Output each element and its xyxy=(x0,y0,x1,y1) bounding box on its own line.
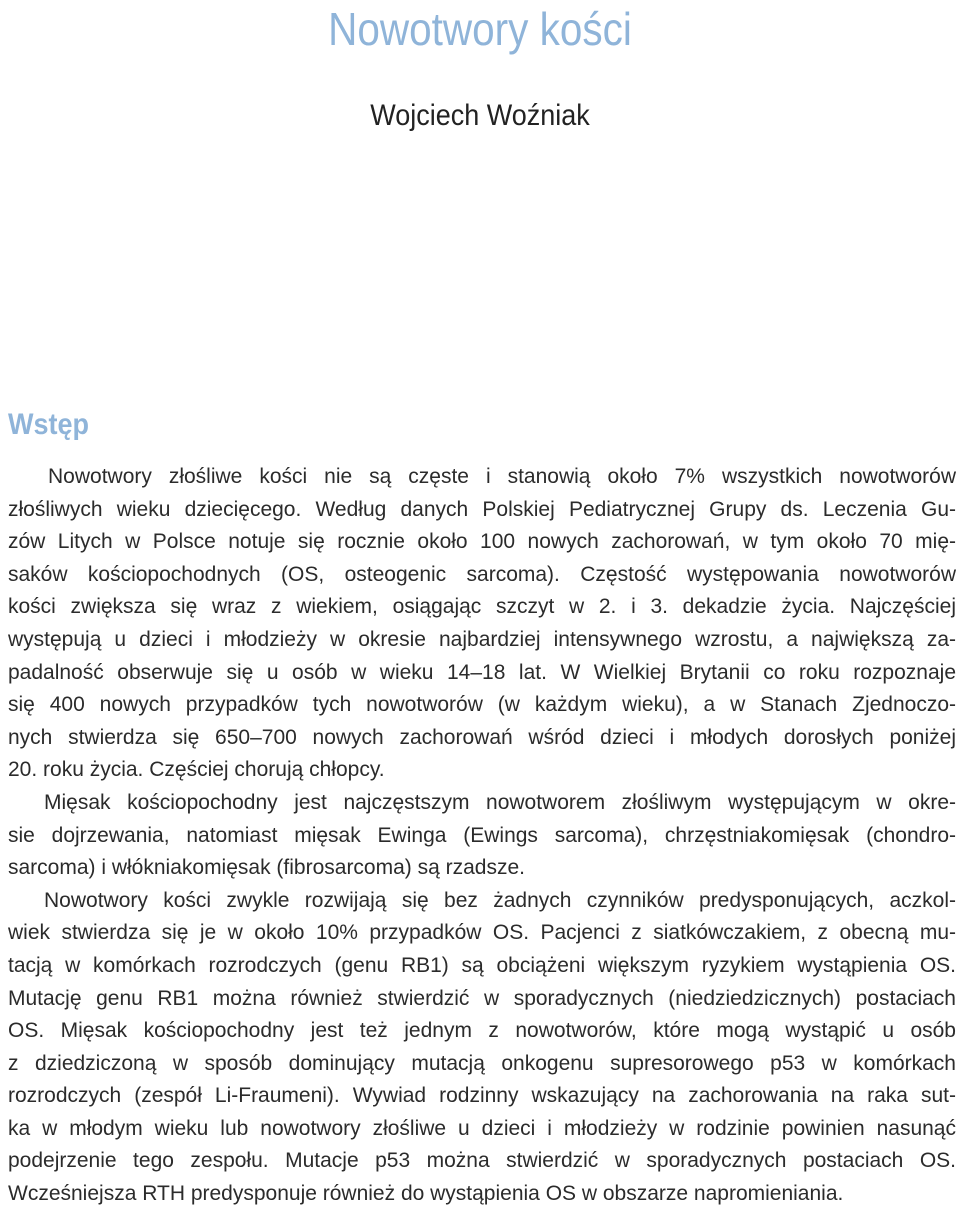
text-line: występują u dzieci i młodzieży w okresie najbardziej intensywnego wzrostu, a największą za- xyxy=(8,627,956,651)
text-line: Wcześniejsza RTH predysponuje również do wystąpienia OS w obszarze napromieniania. xyxy=(8,1182,844,1206)
text-line: tacją w komórkach rozrodczych (genu RB1) są obciążeni większym ryzykiem wystąpienia OS. xyxy=(8,953,956,977)
paragraph-3 xyxy=(8,885,956,1211)
text-line: Nowotwory złośliwe kości nie są częste i stanowią około 7% wszystkich nowotworów xyxy=(48,465,956,488)
document-title: Nowotwory kości xyxy=(328,3,632,55)
text-line: z dziedziczoną w sposób dominujący mutacją onkogenu supresorowego p53 w komórkach xyxy=(8,1051,956,1075)
text-line: Nowotwory kości zwykle rozwijają się bez żadnych czynników predysponujących, aczkol- xyxy=(44,888,956,912)
text-line: padalność obserwuje się u osób w wieku 14–18 lat. W Wielkiej Brytanii co roku rozpoznaje xyxy=(8,660,956,684)
text-line: OS. Mięsak kościopochodny jest też jednym z nowotworów, które mogą wystąpić u osób xyxy=(8,1019,956,1043)
text-line: nych stwierdza się 650–700 nowych zachorowań wśród dzieci i młodych dorosłych poniżej xyxy=(8,725,956,749)
author-name: Wojciech Woźniak xyxy=(370,99,590,132)
text-line: podejrzenie tego zespołu. Mutacje p53 można stwierdzić w sporadycznych postaciach OS. xyxy=(8,1149,956,1173)
body-text xyxy=(8,461,956,1211)
text-line: sarcoma) i włókniakomięsak (fibrosarcoma) są rzadsze. xyxy=(8,856,525,880)
text-line: kości zwiększa się wraz z wiekiem, osiągając szczyt w 2. i 3. dekadzie życia. Najczęściej xyxy=(8,595,956,619)
text-line: ka w młodym wieku lub nowotwory złośliwe u dzieci i młodzieży w rodzinie powinien nasunąć xyxy=(8,1116,956,1140)
text-line: Mięsak kościopochodny jest najczęstszym nowotworem złośliwym występującym w okre- xyxy=(44,790,956,814)
section-heading: Wstęp xyxy=(8,408,89,441)
text-line: zów Litych w Polsce notuje się rocznie około 100 nowych zachorowań, w tym około 70 mię- xyxy=(8,530,956,554)
text-line: się 400 nowych przypadków tych nowotworów (w każdym wieku), a w Stanach Zjednoczo- xyxy=(8,693,956,717)
text-line: złośliwych wieku dziecięcego. Według danych Polskiej Pediatrycznej Grupy ds. Leczenia Gu- xyxy=(8,497,956,521)
paragraph-1 xyxy=(8,461,956,787)
text-line: sie dojrzewania, natomiast mięsak Ewinga (Ewings sarcoma), chrzęstniakomięsak (chondro- xyxy=(8,823,956,847)
text-line: Mutację genu RB1 można również stwierdzić w sporadycznych (niedziedzicznych) postaciach xyxy=(8,986,956,1010)
paragraph-2 xyxy=(8,787,956,885)
text-line: 20. roku życia. Częściej chorują chłopcy. xyxy=(8,758,385,782)
text-line: wiek stwierdza się je w około 10% przypadków OS. Pacjenci z siatkówczakiem, z obecną mu- xyxy=(8,921,956,945)
text-line: rozrodczych (zespół Li-Fraumeni). Wywiad rodzinny wskazujący na zachorowania na raka sut- xyxy=(8,1084,956,1108)
text-line: saków kościopochodnych (OS, osteogenic sarcoma). Częstość występowania nowotworów xyxy=(8,562,956,586)
